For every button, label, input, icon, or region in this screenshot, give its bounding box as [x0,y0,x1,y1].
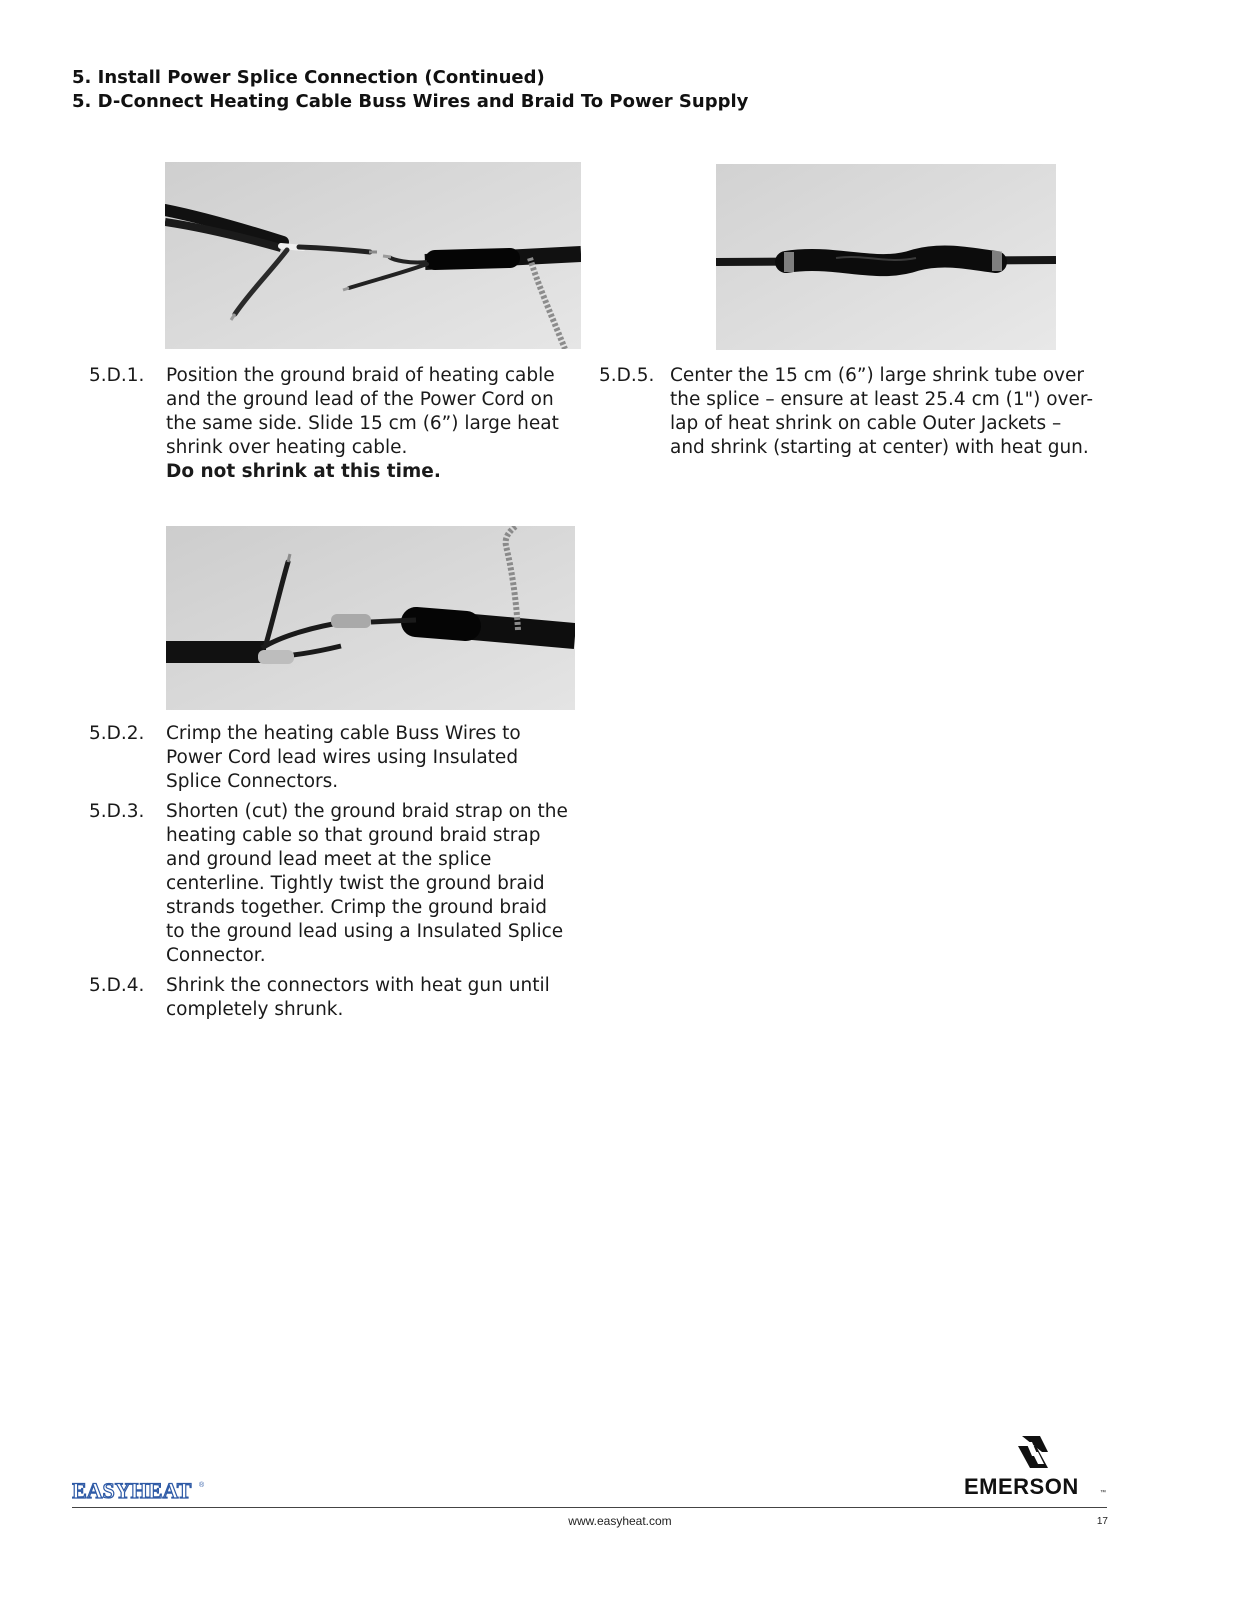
step-text-line: shrink over heating cable. [166,437,408,458]
step-5d5 [599,364,1119,464]
step-text-line: Connector. [166,945,266,966]
step-5d3 [89,800,589,970]
step-text-line: the splice – ensure at least 25.4 cm (1") over- [670,389,1093,410]
page-number: 17 [1096,1516,1108,1527]
section-heading: 5. Install Power Splice Connection (Continued) [72,67,545,88]
registered-mark: ® [199,1482,205,1489]
subsection-heading: 5. D-Connect Heating Cable Buss Wires and Braid To Power Supply [72,91,749,112]
step-number: 5.D.4. [89,975,145,996]
step-text-line: Shorten (cut) the ground braid strap on the [166,801,568,822]
photo-wires-separated [165,162,581,349]
step-text-line: heating cable so that ground braid strap [166,825,541,846]
step-text-line: to the ground lead using a Insulated Splice [166,921,564,942]
emerson-logo [962,1434,1108,1500]
photo-finished-splice [716,164,1056,350]
footer-divider [72,1507,1107,1508]
emerson-emblem-icon [1018,1436,1048,1468]
step-text-line: Crimp the heating cable Buss Wires to [166,723,521,744]
easyheat-logo [72,1478,207,1502]
step-text-line: completely shrunk. [166,999,344,1020]
easyheat-logo-easy: EASYHEAT [72,1478,192,1502]
step-text-line: and the ground lead of the Power Cord on [166,389,554,410]
step-text-line: Center the 15 cm (6”) large shrink tube over [670,365,1084,386]
step-text-line: lap of heat shrink on cable Outer Jackets – [670,413,1062,434]
step-text-line: Splice Connectors. [166,771,339,792]
step-text-line: Position the ground braid of heating cable [166,365,555,386]
emerson-wordmark: EMERSON [964,1474,1079,1499]
step-text-line: and ground lead meet at the splice [166,849,492,870]
step-5d1 [89,364,589,488]
step-text-line: Shrink the connectors with heat gun until [166,975,550,996]
step-text-line: strands together. Crimp the ground braid [166,897,548,918]
step-warning: Do not shrink at this time. [166,461,441,482]
step-number: 5.D.5. [599,365,655,386]
step-5d4 [89,974,589,1024]
step-text-line: Power Cord lead wires using Insulated [166,747,519,768]
photo-crimped-connectors [166,526,575,710]
trademark-mark: ™ [1100,1490,1106,1496]
step-5d2 [89,722,589,798]
step-text-line: centerline. Tightly twist the ground braid [166,873,545,894]
step-text-line: the same side. Slide 15 cm (6”) large heat [166,413,559,434]
footer-url: www.easyheat.com [568,1514,672,1528]
step-number: 5.D.1. [89,365,145,386]
step-text-line: and shrink (starting at center) with heat gun. [670,437,1089,458]
step-number: 5.D.3. [89,801,145,822]
step-number: 5.D.2. [89,723,145,744]
